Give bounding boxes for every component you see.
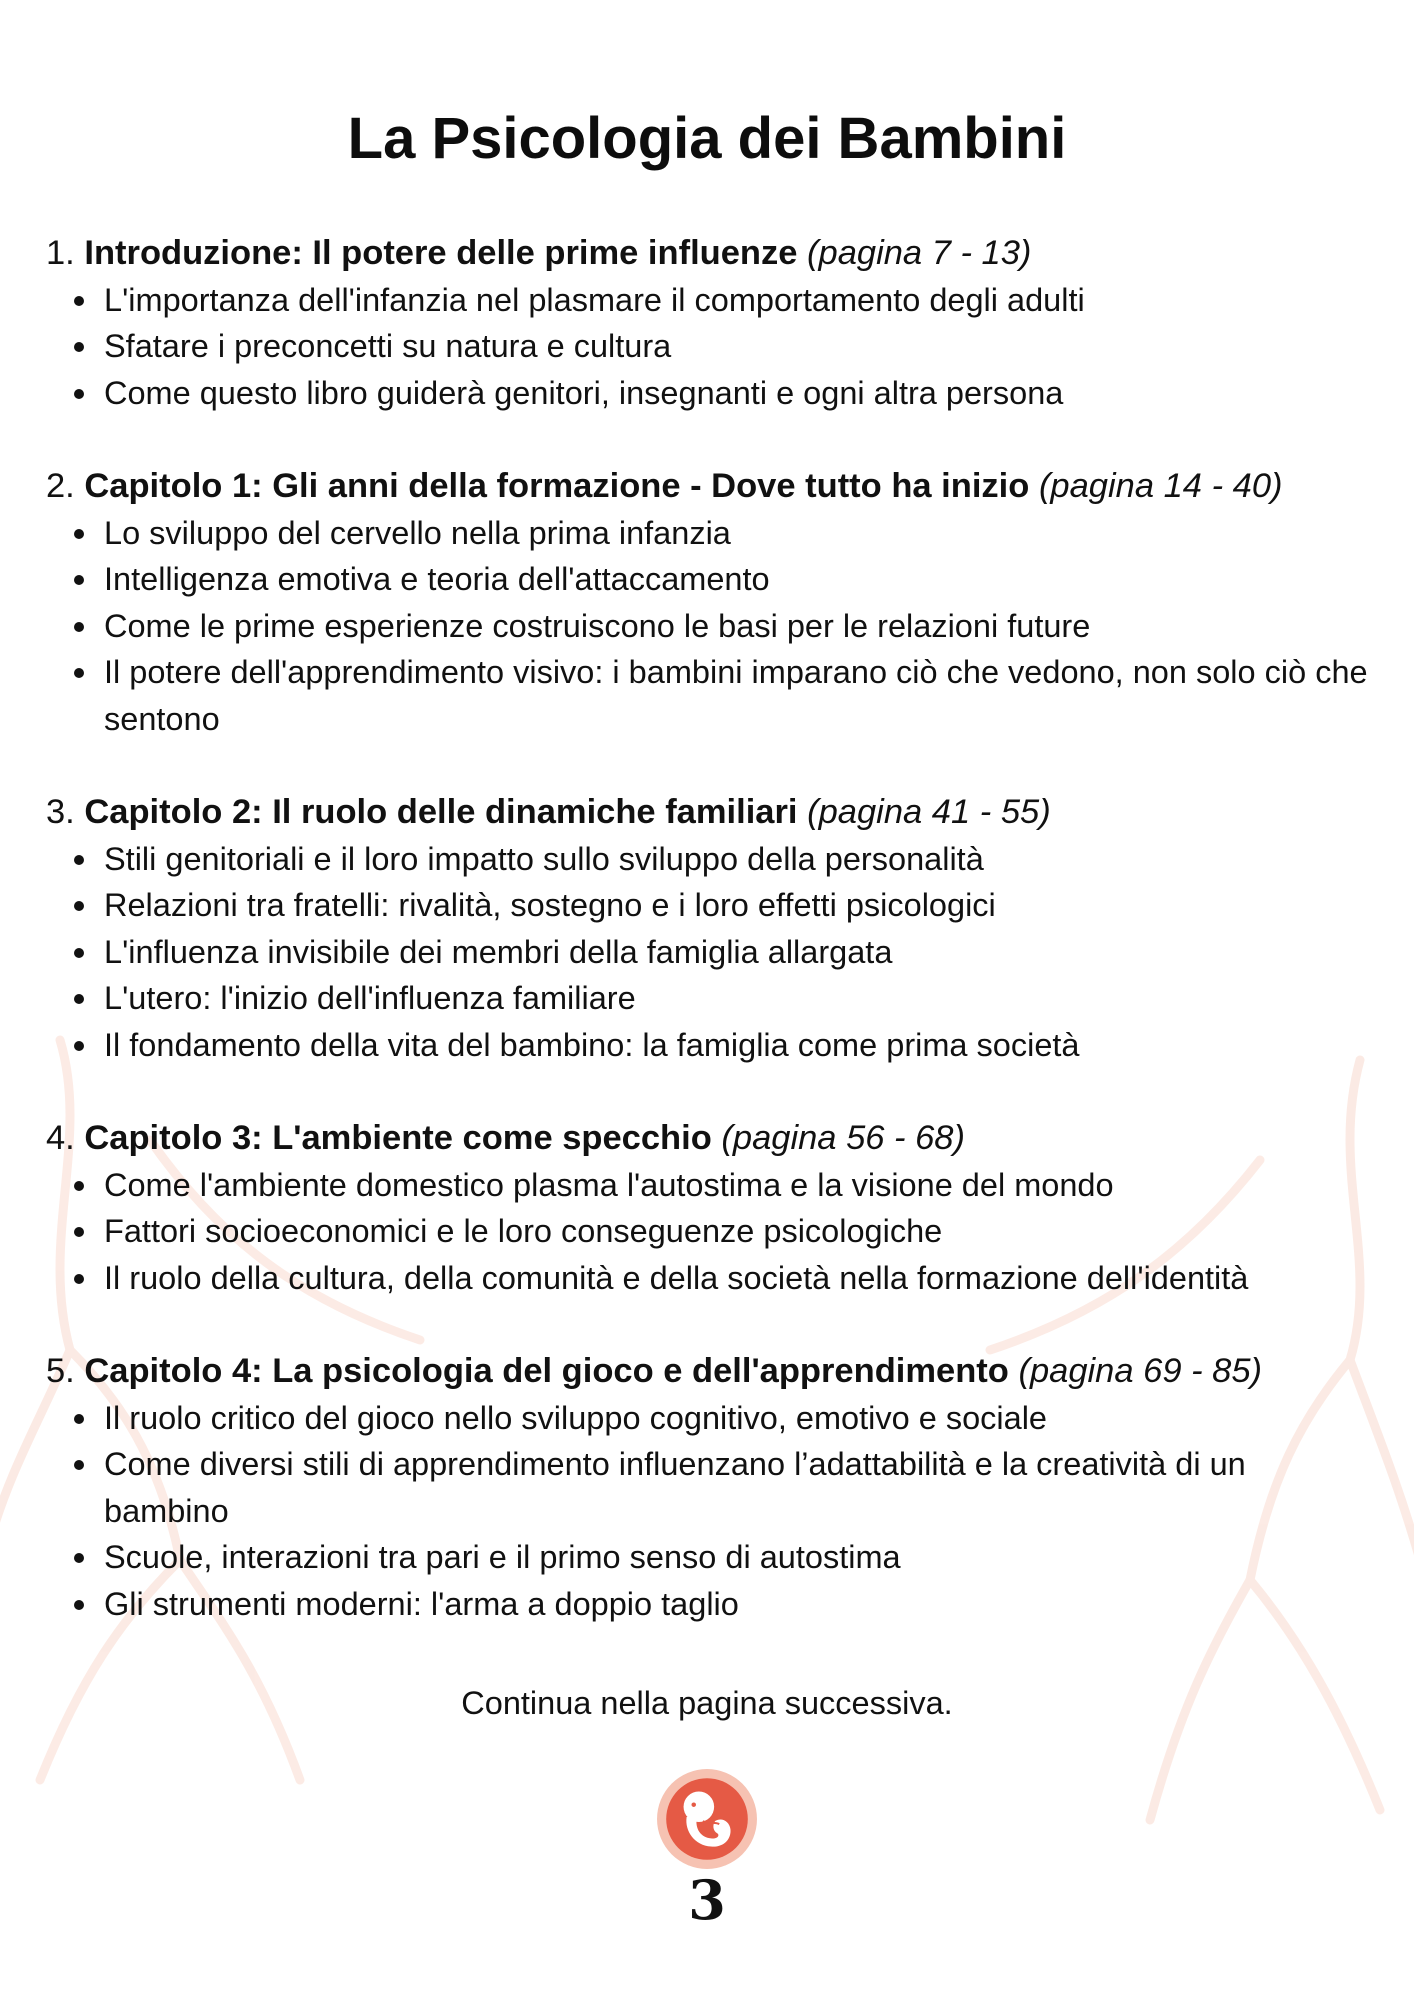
toc-section-3 xyxy=(46,789,1386,1068)
toc-section-1 xyxy=(46,230,1386,416)
section-page-range: (pagina 7 - 13) xyxy=(807,234,1032,272)
toc-section-5 xyxy=(46,1348,1386,1627)
list-item: Relazioni tra fratelli: rivalità, sostegno e i loro effetti psicologici xyxy=(46,882,1386,929)
list-item: Il ruolo critico del gioco nello sviluppo cognitivo, emotivo e sociale xyxy=(46,1395,1386,1442)
list-item: Lo sviluppo del cervello nella prima infanzia xyxy=(46,510,1386,557)
section-heading xyxy=(46,230,1386,277)
continue-note: Continua nella pagina successiva. xyxy=(461,1685,953,1721)
list-item: Intelligenza emotiva e teoria dell'attaccamento xyxy=(46,556,1386,603)
section-heading xyxy=(46,463,1386,510)
section-title: Capitolo 3: L'ambiente come specchio xyxy=(84,1119,712,1157)
toc-section-4 xyxy=(46,1115,1386,1301)
list-item: Scuole, interazioni tra pari e il primo senso di autostima xyxy=(46,1534,1386,1581)
section-number: 2. xyxy=(46,467,75,505)
section-title: Introduzione: Il potere delle prime influenze xyxy=(84,234,798,272)
page-number: 3 xyxy=(688,1868,726,1932)
list-item: Sfatare i preconcetti su natura e cultura xyxy=(46,323,1386,370)
section-number: 1. xyxy=(46,234,75,272)
list-item: Il potere dell'apprendimento visivo: i bambini imparano ciò che vedono, non solo ciò che sentono xyxy=(46,649,1386,742)
section-items xyxy=(46,1395,1386,1628)
section-number: 5. xyxy=(46,1352,75,1390)
section-items xyxy=(46,836,1386,1069)
list-item: L'influenza invisibile dei membri della famiglia allargata xyxy=(46,929,1386,976)
list-item: Come diversi stili di apprendimento influenzano l’adattabilità e la creatività di un bambino xyxy=(46,1441,1386,1534)
section-heading xyxy=(46,789,1386,836)
list-item: Stili genitoriali e il loro impatto sullo sviluppo della personalità xyxy=(46,836,1386,883)
list-item: Come l'ambiente domestico plasma l'autostima e la visione del mondo xyxy=(46,1162,1386,1209)
section-items xyxy=(46,1162,1386,1302)
table-of-contents xyxy=(46,230,1386,1674)
list-item: Il fondamento della vita del bambino: la famiglia come prima società xyxy=(46,1022,1386,1069)
list-item: Il ruolo della cultura, della comunità e della società nella formazione dell'identità xyxy=(46,1255,1386,1302)
list-item: Come le prime esperienze costruiscono le basi per le relazioni future xyxy=(46,603,1386,650)
section-page-range: (pagina 69 - 85) xyxy=(1018,1352,1263,1390)
page-title: La Psicologia dei Bambini xyxy=(347,106,1067,171)
list-item: Fattori socioeconomici e le loro conseguenze psicologiche xyxy=(46,1208,1386,1255)
section-heading xyxy=(46,1348,1386,1395)
section-heading xyxy=(46,1115,1386,1162)
list-item: L'importanza dell'infanzia nel plasmare il comportamento degli adulti xyxy=(46,277,1386,324)
section-title: Capitolo 4: La psicologia del gioco e dell'apprendimento xyxy=(84,1352,1009,1390)
list-item: Gli strumenti moderni: l'arma a doppio taglio xyxy=(46,1581,1386,1628)
section-items xyxy=(46,510,1386,743)
section-items xyxy=(46,277,1386,417)
section-title: Capitolo 1: Gli anni della formazione - Dove tutto ha inizio xyxy=(84,467,1030,505)
list-item: L'utero: l'inizio dell'influenza familiare xyxy=(46,975,1386,1022)
section-page-range: (pagina 41 - 55) xyxy=(807,793,1051,831)
fetus-in-womb-icon xyxy=(656,1768,758,1870)
section-page-range: (pagina 56 - 68) xyxy=(721,1119,965,1157)
list-item: Come questo libro guiderà genitori, insegnanti e ogni altra persona xyxy=(46,370,1386,417)
toc-section-2 xyxy=(46,463,1386,742)
section-number: 4. xyxy=(46,1119,75,1157)
section-number: 3. xyxy=(46,793,75,831)
section-page-range: (pagina 14 - 40) xyxy=(1038,467,1283,505)
section-title: Capitolo 2: Il ruolo delle dinamiche familiari xyxy=(84,793,798,831)
